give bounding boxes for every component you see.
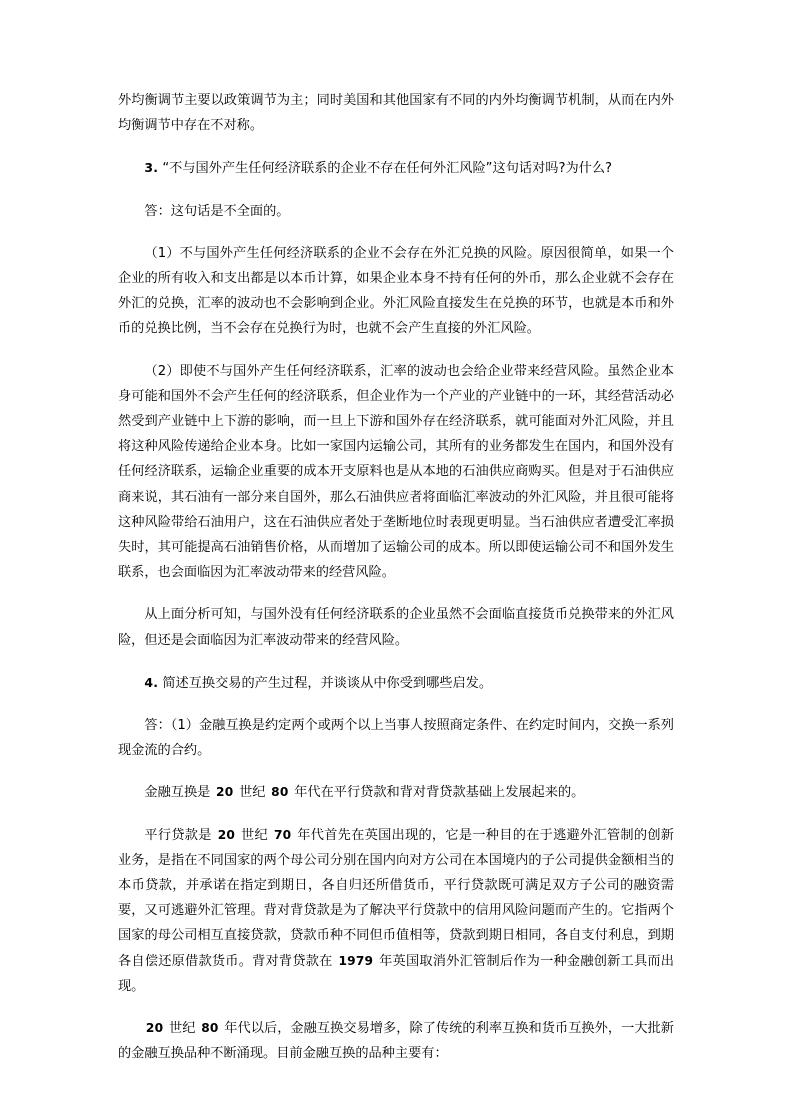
inline-text: 年代首先在英国出现的，它是一种目的在于逃避外汇管制的创新业务，是指在不同国家的两个母公司分别在国内向对方公司在本国境内的子公司提供金额相当的本币贷款，并承诺在指定到期日，各自归还所借货币，平行贷款既可满足双方子公司的融资需要，又可逃避外汇管理。背对背贷款是为了解决平行贷款中的信用风险问题而产生的。它指两个国家的母公司相互直接贷款，贷款币种不同但币值相等，贷款到期日相同，各自支付利息，到期各自偿还原借款货币。背对背贷款在 (118, 827, 674, 969)
question-number-3: 3 (144, 160, 154, 176)
answer-3-point-2: （2）即使不与国外产生任何经济联系，汇率的波动也会给企业带来经营风险。虽然企业本身可能和国外不会产生任何的经济联系，但企业作为一个产业的产业链中的一环，其经营活动必然受到产业链中上下游的影响，而一旦上下游和国外存在经济联系，就可能面对外汇风险，并且将这种风险传递给企业本身。比如一家国内运输公司，其所有的业务都发生在国内，和国外没有任何经济联系，运输企业重要的成本开支原料也是从本地的石油供应商购买。但是对于石油供应商来说，其石油有一部分来自国外，那么石油供应者将面临汇率波动的外汇风险，并且很可能将这种风险带给石油用户，这在石油供应者处于垄断地位时表现更明显。当石油供应者遭受汇率损失时，其可能提高石油销售价格，从而增加了运输公司的成本。所以即使运输公司不和国外发生联系，也会面临因为汇率波动带来的经营风险。 (118, 363, 674, 581)
inline-text: 世纪 (236, 827, 273, 843)
inline-number: 80 (201, 1021, 219, 1036)
inline-number: 80 (271, 785, 289, 800)
inline-number: 70 (273, 827, 292, 842)
question-text-4: 简述互换交易的产生过程，并谈谈从中你受到哪些启发。 (162, 675, 493, 691)
inline-number: 20 (217, 827, 236, 842)
question-text-3: “不与国外产生任何经济联系的企业不存在任何外汇风险”这句话对吗?为什么? (162, 161, 613, 177)
inline-text: 平行贷款是 (144, 827, 217, 843)
inline-text: 年代以后，金融互换交易增多，除了传统的利率互换和货币互换外，一大批新的金融互换品种不断涌现。目前金融互换的品种主要有： (118, 1021, 674, 1062)
inline-text: 年英国取消外汇管制后作为一种金融创新工具而出现。 (118, 953, 674, 994)
question-number-4-suffix: . (153, 674, 159, 690)
inline-number: 20 (216, 785, 234, 800)
paragraph-continuation: 外均衡调节主要以政策调节为主；同时美国和其他国家有不同的内外均衡调节机制，从而在内外均衡调节中存在不对称。 (118, 93, 674, 134)
answer-3-point-1: （1）不与国外产生任何经济联系的企业不会存在外汇兑换的风险。原因很简单，如果一个企业的所有收入和支出都是以本币计算，如果企业本身不持有任何的外币，那么企业就不会存在外汇的兑换，汇率的波动也不会影响到企业。外汇风险直接发生在兑换的环节，也就是本币和外币的兑换比例，当不会存在兑换行为时，也就不会产生直接的外汇风险。 (118, 245, 674, 337)
question-number-3-suffix: . (153, 160, 159, 176)
inline-text: 年代在平行贷款和背对背贷款基础上发展起来的。 (290, 785, 585, 801)
inline-number: 1979 (338, 953, 374, 968)
document-text-column (118, 88, 674, 1067)
question-number-4: 4 (144, 674, 154, 690)
answer-4-point-1: 答：（1）金融互换是约定两个或两个以上当事人按照商定条件、在约定时间内，交换一系列现金流的合约。 (118, 718, 674, 759)
inline-text: 世纪 (164, 1021, 200, 1037)
inline-text: 世纪 (234, 785, 270, 801)
answer-4-parallel-loan (118, 823, 674, 999)
inline-text: 金融互换是 (144, 785, 215, 801)
answer-3-conclusion: 从上面分析可知，与国外没有任何经济联系的企业虽然不会面临直接货币兑换带来的外汇风险，但还是会面临因为汇率波动带来的经营风险。 (118, 607, 674, 648)
question-heading-3 (118, 155, 674, 181)
question-heading-4 (118, 670, 674, 696)
answer-3-intro: 答：这句话是不全面的。 (144, 203, 290, 219)
answer-4-varieties (118, 1016, 674, 1066)
answer-4-origin (118, 780, 674, 805)
inline-number: 20 (145, 1021, 164, 1036)
